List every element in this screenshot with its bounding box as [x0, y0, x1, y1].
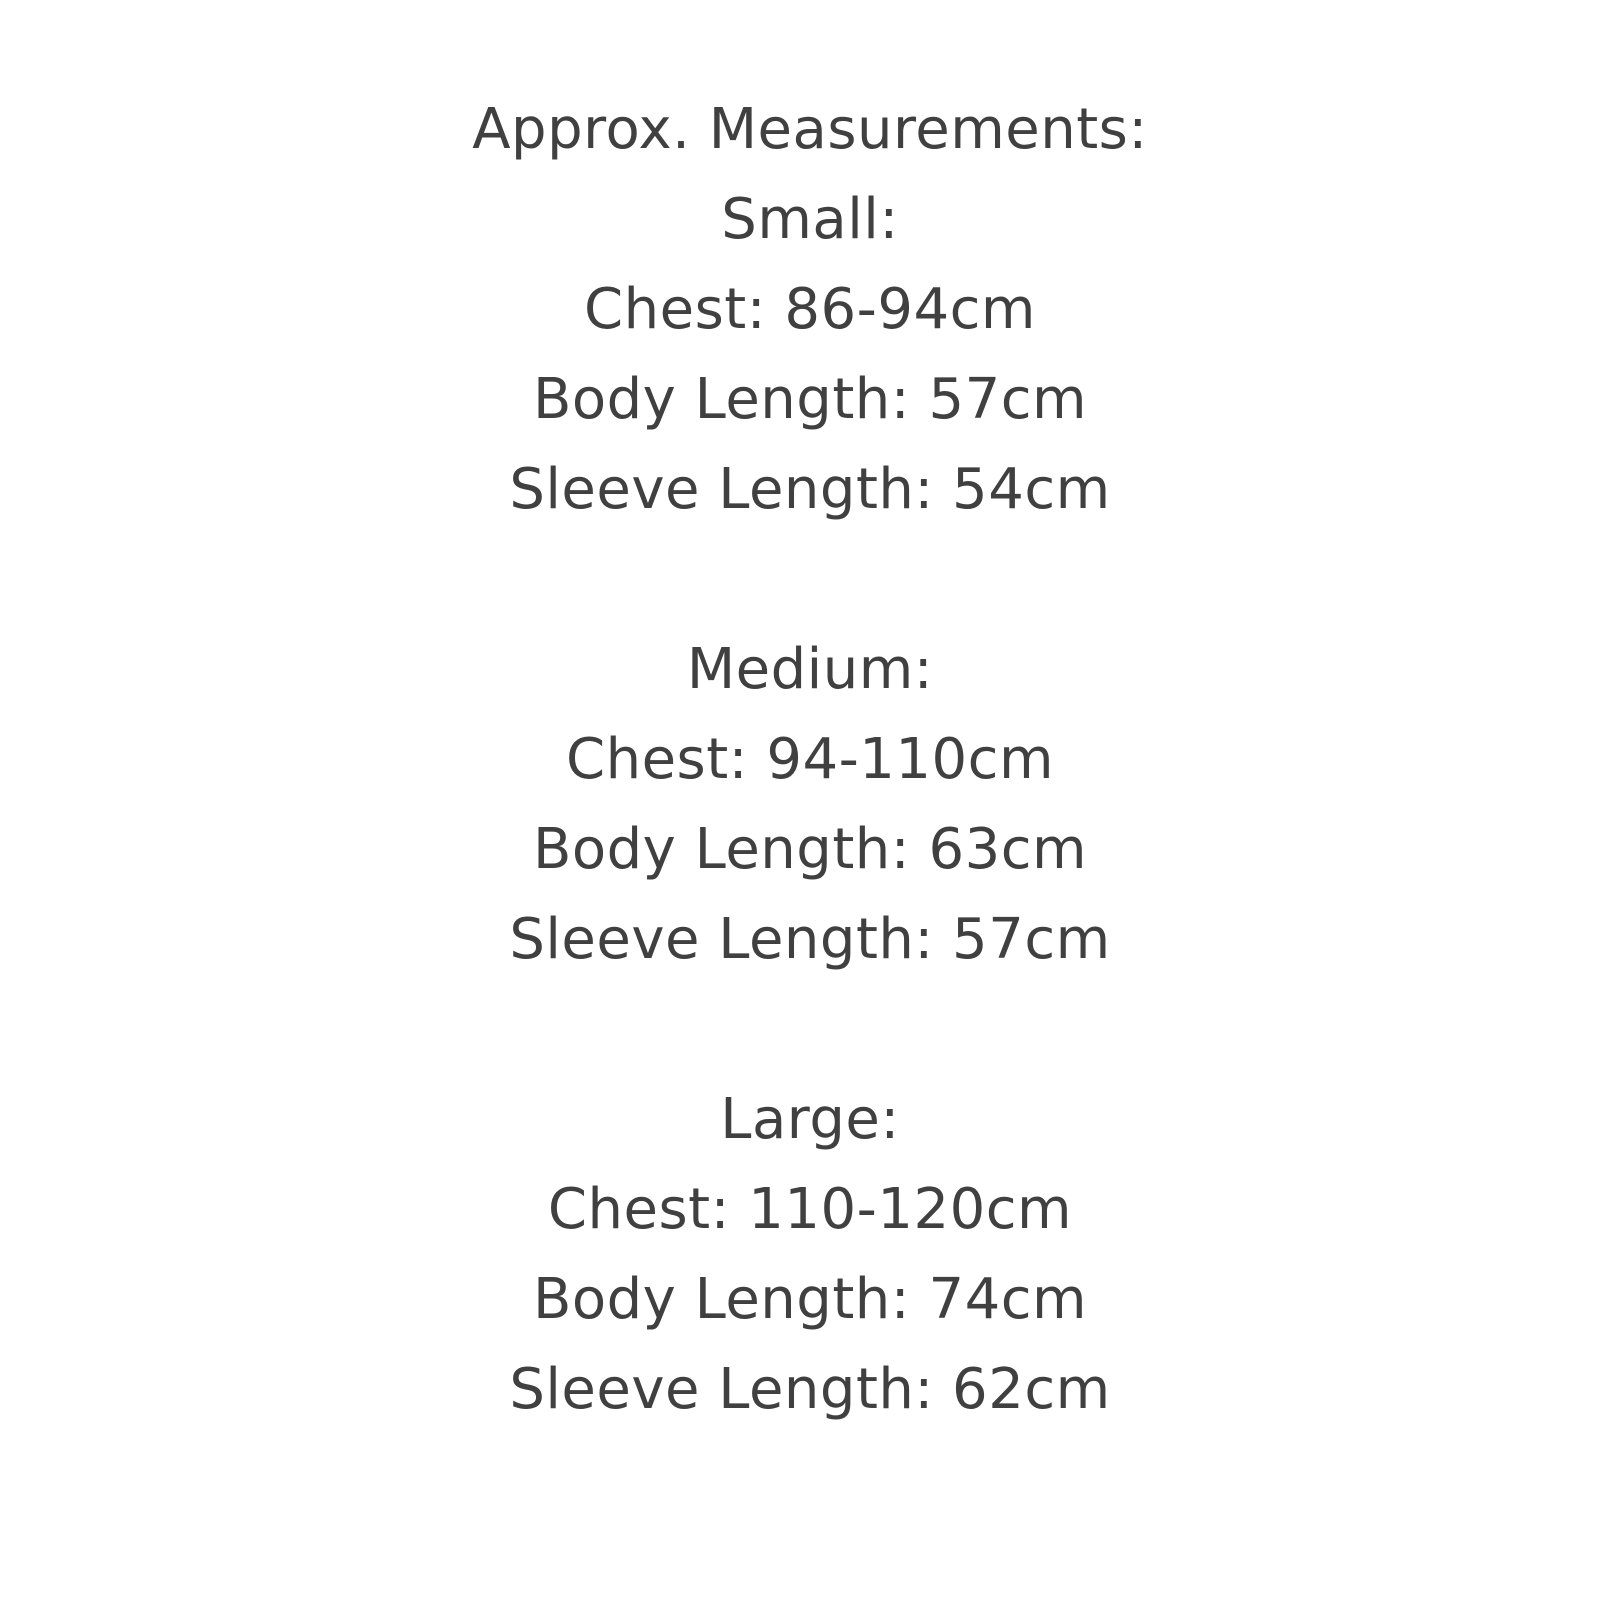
size-section-medium: [20, 625, 1600, 985]
section-divider-gap: [20, 535, 1600, 625]
small-body-length-line: Body Length: 57cm: [532, 367, 1088, 432]
medium-sleeve-length-line: Sleeve Length: 57cm: [509, 907, 1111, 972]
size-section-small: [20, 175, 1600, 535]
large-sleeve-length-line: Sleeve Length: 62cm: [509, 1357, 1111, 1422]
small-sleeve-length-line: Sleeve Length: 54cm: [509, 457, 1111, 522]
size-label-medium: Medium:: [686, 637, 934, 702]
large-body-length-line: Body Length: 74cm: [532, 1267, 1088, 1332]
large-chest-line: Chest: 110-120cm: [547, 1177, 1073, 1242]
size-section-large: [20, 1075, 1600, 1435]
size-label-small: Small:: [721, 187, 899, 252]
measurements-title: Approx. Measurements:: [472, 97, 1148, 162]
size-label-large: Large:: [720, 1087, 900, 1152]
small-chest-line: Chest: 86-94cm: [584, 277, 1036, 342]
medium-body-length-line: Body Length: 63cm: [532, 817, 1088, 882]
section-divider-gap: [20, 985, 1600, 1075]
medium-chest-line: Chest: 94-110cm: [565, 727, 1055, 792]
